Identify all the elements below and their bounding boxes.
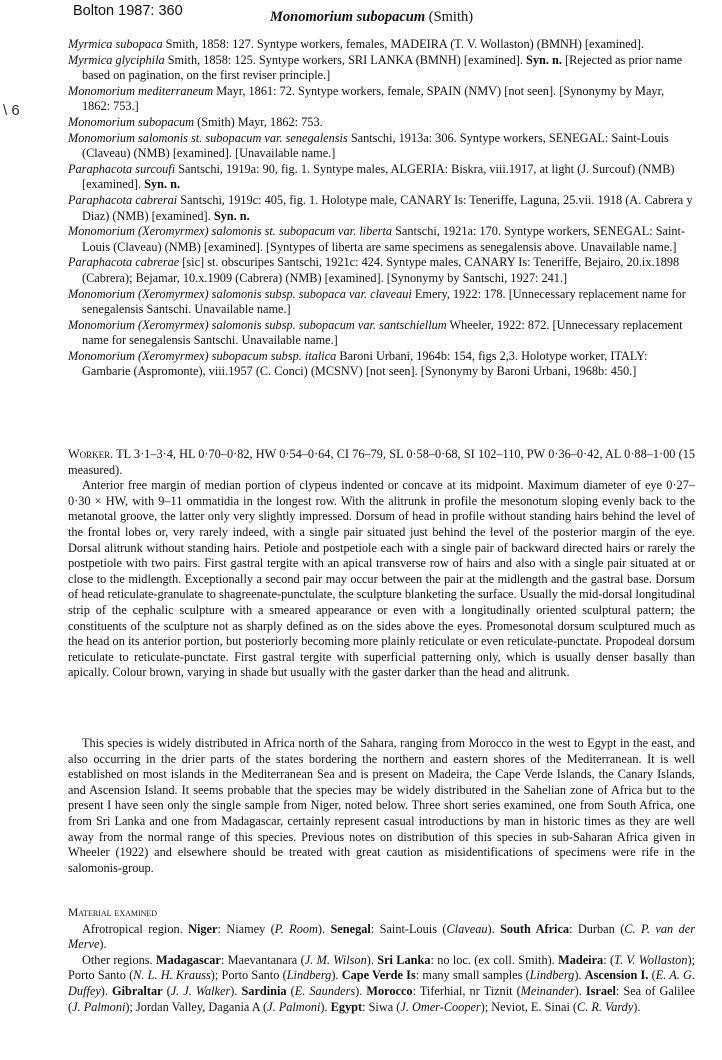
synonym-entry: Paraphacota cabrerae [sic] st. obscuripes Santschi, 1921c: 424. Syntype males, CANARY Is: Teneriffe, Bejairo, 20.ix.1898 (Cabrera); Bejamar, 10.x.1909 (Cabrera) (NMB) [examined]. [Synonymy by Santschi, 1927: 241.] (68, 255, 680, 285)
collector-name: N. L. H. Krauss (133, 968, 211, 983)
collector-name: J. Palmoni (267, 999, 321, 1014)
synonym-entry: Monomorium mediterraneum Mayr, 1861: 72. Syntype workers, female, SPAIN (NMV) [not seen]. [Synonymy by Mayr, 1862: 753.] (68, 83, 665, 114)
new-synonym-mark: Syn. n. (213, 208, 250, 223)
material-heading: Material examined (68, 907, 158, 919)
material-other-regions: Other regions. Madagascar: Maevantanara (J. M. Wilson). Sri Lanka: no loc. (ex coll. Smith). Madeira: (T. V. Wollaston); Porto Santo (N. L. H. Krauss); Porto Santo (Lindberg). Cape Verde Is: many small samples (Lindberg). Ascension I. (E. A. G. Duffey). Gibraltar (J. J. Walker). Sardinia (E. Saunders). Morocco: Tiferhial, nr Tiznit (Meinander). Israel: Sea of Galilee (J. Palmoni); Jordan Valley, Dagania A (J. Palmoni). Egypt: Siwa (J. Omer-Cooper); Neviot, E. Sinai (C. R. Vardy). (68, 952, 696, 1014)
synonym-name: Monomorium (Xeromyrmex) salomonis subsp. subopacum var. santschiellum (68, 317, 447, 332)
locality-country: Madagascar (155, 952, 221, 967)
distribution-text: This species is widely distributed in Africa north of the Sahara, ranging from Morocco in the west to Egypt in the east, and also occurring in the drier parts of the states bordering the northern and eastern shores of the Mediterranean. It is well established on most islands in the Mediterranean Sea and is present on Madeira, the Cape Verde Islands, the Canary Islands, and Ascension Island. It seems probable that the species may be widely distributed in the Sahelian zone of Africa but to the present I have seen only the single sample from Niger, noted below. Three short series examined, one from South Africa, one from Sri Lanka and one from Madagascar, certainly represent casual introductions by man in historic times as they are well away from the normal range of this species. Previous notes on distribution of this species in sub-Saharan Africa given in Wheeler (1922) and elsewhere should be treated with great caution as misidentifications of specimens were rife in the salomonis-group. (68, 736, 695, 875)
collector-name: J. J. Walker (170, 983, 231, 998)
new-synonym-mark: Syn. n. (526, 52, 562, 67)
title-author: (Smith) (428, 9, 474, 25)
locality-country: Gibraltar (112, 983, 163, 998)
locality-country: Israel (585, 983, 616, 998)
synonym-entry: Myrmica subopaca Smith, 1858: 127. Syntype workers, females, MADEIRA (T. V. Wollaston) (BMNH) [examined]. (68, 37, 644, 51)
synonym-name: Monomorium salomonis st. subopacum var. senegalensis (68, 130, 348, 145)
collector-name: Claveau (446, 921, 488, 936)
synonym-name: Paraphacota surcoufi (68, 161, 176, 176)
collector-name: T. V. Wollaston (614, 952, 688, 967)
collector-name: P. Room (274, 921, 318, 936)
synonym-name: Monomorium (Xeromyrmex) salomonis st. subopacum var. liberta (68, 224, 393, 239)
collector-name: J. M. Wilson (304, 952, 367, 967)
locality-country: South Africa (500, 921, 570, 936)
collector-name: J. Omer-Cooper (400, 999, 481, 1014)
synonym-entry: Paraphacota surcoufi Santschi, 1919a: 90, fig. 1. Syntype males, ALGERIA: Biskra, viii.1917, at light (J. Surcouf) (NMB) [examined]. Syn. n. (68, 161, 675, 192)
synonym-name: Myrmica subopaca (68, 37, 163, 51)
locality-country: Senegal (330, 921, 371, 936)
synonym-name: Monomorium mediterraneum (68, 83, 214, 98)
collector-name: Lindberg (286, 968, 332, 983)
collector-name: Meinander (520, 983, 575, 998)
synonym-entry: Paraphacota cabrerai Santschi, 1919c: 405, fig. 1. Holotype male, CANARY Is: Teneriffe, Laguna, 25.vii. 1918 (A. Cabrera y Diaz) (NMB) [examined]. Syn. n. (68, 192, 693, 223)
handwritten-margin-note: \ 6 (3, 102, 20, 119)
distribution-section (68, 736, 695, 876)
synonym-name: Monomorium (Xeromyrmex) salomonis subsp. subopaca var. claveaui (68, 286, 412, 301)
locality-country: Egypt (330, 999, 363, 1014)
new-synonym-mark: Syn. n. (144, 177, 181, 192)
collector-name: C. R. Vardy (577, 999, 634, 1014)
collector-name: Lindberg (529, 968, 575, 983)
collector-name: E. Saunders (294, 983, 356, 998)
synonymy-list (68, 37, 695, 380)
locality-country: Cape Verde Is (341, 968, 416, 983)
synonym-name: Myrmica glyciphila (68, 52, 165, 67)
locality-country: Madeira (558, 952, 604, 967)
synonym-name: Paraphacota cabrerae (68, 255, 180, 270)
locality-country: Morocco (366, 983, 413, 998)
worker-measurements: Worker. TL 3·1–3·4, HL 0·70–0·82, HW 0·54–0·64, CI 76–79, SL 0·58–0·68, SI 102–110, PW 0·36–0·42, AL 0·88–1·00 (15 measured). (68, 447, 695, 477)
collector-name: E. A. G. Duffey (68, 968, 696, 998)
synonym-entry: Monomorium salomonis st. subopacum var. senegalensis Santschi, 1913a: 306. Syntype workers, SENEGAL: Saint-Louis (Claveau) (NMB) [examined]. [Unavailable name.] (68, 130, 669, 161)
page-reference: Bolton 1987: 360 (73, 3, 183, 19)
worker-description (68, 447, 695, 681)
material-examined-section (68, 906, 695, 1015)
page-title (270, 9, 473, 26)
synonym-name: Monomorium (Xeromyrmex) subopacum subsp. italica (68, 348, 337, 363)
synonym-entry: Myrmica glyciphila Smith, 1858: 125. Syntype workers, SRI LANKA (BMNH) [examined]. Syn. n. [Rejected as prior name based on pagination, on the first reviser principle.] (68, 52, 683, 83)
worker-morphology-text: Anterior free margin of median portion of clypeus indented or concave at its midpoint. Maximum diameter of eye 0·27–0·30 × HW, with 9–11 ommatidia in the longest row. With the alitrunk in profile the mesonotum sloping evenly back to the metanotal groove, the latter only very slightly impressed. Dorsum of head in profile without standing hairs behind the level of the frontal lobes or, very rarely indeed, with a single pair situated just behind the level of the posterior margin of the eye. Dorsal alitrunk without standing hairs. Petiole and postpetiole each with a single pair of backward directed hairs or rarely the postpetiole with two pairs. First gastral tergite with an apical transverse row of hairs and also with a single pair situated at or close to the midlength. Exceptionally a second pair may occur between the pair at the midlength and the gastral base. Dorsum of head reticulate-granulate to shagreenate-punctulate, the sculpture blanketing the surface. Usually the mid-dorsal longitudinal strip of the cephalic sculpture with a smeared appearance or even with a longitudinally oriented sculptural pattern; the constituents of the sculpture not as sharply defined as on the sides above the eyes. Promesonotal dorsum sculptured much as the head on its anterior portion, but posteriorly becoming more plainly reticulate or even reticulate-punctate. Propodeal dorsum reticulate to reticulate-punctate. First gastral tergite with superficial patterning only, which is usually denser basally than apically. Colour brown, varying in shade but usually with the gaster darker than the head and alitrunk. (68, 478, 695, 680)
locality-country: Ascension I. (584, 968, 649, 983)
locality-country: Sri Lanka (377, 952, 431, 967)
material-afrotropical: Afrotropical region. Niger: Niamey (P. Room). Senegal: Saint-Louis (Claveau). South Africa: Durban (C. P. van der Merve). (68, 921, 695, 952)
synonym-entry: Monomorium subopacum (Smith) Mayr, 1862: 753. (68, 114, 323, 129)
collector-name: C. P. van der Merve (68, 921, 695, 952)
synonym-name: Monomorium subopacum (68, 114, 195, 129)
locality-country: Niger (188, 921, 218, 936)
synonym-entry: Monomorium (Xeromyrmex) salomonis st. subopacum var. liberta Santschi, 1921a: 170. Syntype workers, SENEGAL: Saint-Louis (Claveau) (NMB) [examined]. [Syntypes of liberta are same specimens as senegalensis above. Unavailable name.] (68, 224, 686, 254)
synonym-name: Paraphacota cabrerai (68, 192, 178, 207)
synonym-entry: Monomorium (Xeromyrmex) salomonis subsp. subopaca var. claveaui Emery, 1922: 178. [Unnecessary replacement name for senegalensis Santschi. Unavailable name.] (68, 286, 686, 317)
collector-name: J. Palmoni (72, 999, 126, 1014)
synonym-entry: Monomorium (Xeromyrmex) subopacum subsp. italica Baroni Urbani, 1964b: 154, figs 2,3. Holotype worker, ITALY: Gambarie (Aspromonte), viii.1957 (C. Conci) (MCSNV) [not seen]. [Synonymy by Baroni Urbani, 1968b: 450.] (68, 348, 648, 379)
locality-country: Sardinia (241, 983, 287, 998)
synonym-entry: Monomorium (Xeromyrmex) salomonis subsp. subopacum var. santschiellum Wheeler, 1922: 872. [Unnecessary replacement name for senegalensis Santschi. Unavailable name.] (68, 317, 683, 348)
title-taxon: Monomorium subopacum (270, 9, 426, 25)
worker-lead: Worker. (68, 447, 114, 461)
